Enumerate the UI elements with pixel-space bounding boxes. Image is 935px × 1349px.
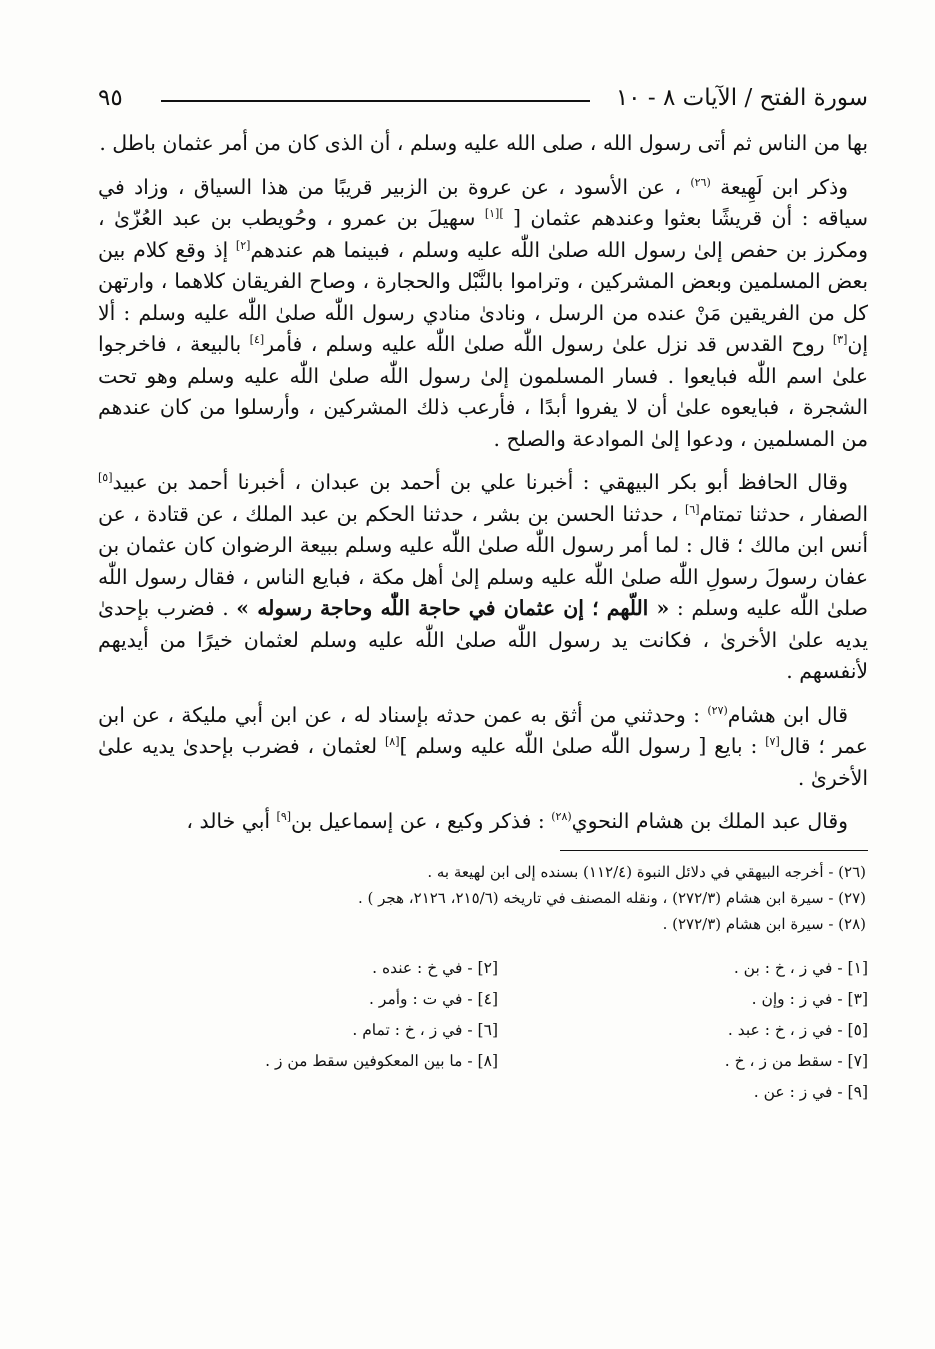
- text-run: أبي خالد ،: [186, 809, 277, 833]
- text-run: بها من الناس ثم أتى رسول الله ، صلى الله عليه وسلم ، أن الذى كان من أمر عثمان باطل .: [99, 131, 868, 155]
- variant-note: [١] - في ز ، خ : بن .: [733, 958, 868, 977]
- page-header: [98, 78, 868, 118]
- footnotes: [98, 859, 868, 937]
- text-run: وذكر ابن لَهِيعة: [710, 174, 848, 199]
- text-run: : فذكر وكيع ، عن إسماعيل بن: [291, 809, 552, 833]
- text-run: إذ وقع كلام بين بعض المسلمين وبعض المشركين ، وتراموا بالنَّبْل والحجارة ، وصاح الفريقان كلاهما ، وارتهن كل من الفريقين مَنْ عنده من الرسل ، ونادىٰ منادي رسول اللّٰه صلىٰ اللّٰه عليه وسلم : ألا إن: [98, 237, 868, 356]
- note-marker: (٢٦): [690, 175, 711, 189]
- footnote: (٢٧) - سيرة ابن هشام (٢٧٢/٣) ، ونقله المصنف في تاريخه (٢١٥/٦، ٢١٢٦، هجر ) .: [358, 888, 866, 907]
- text-run: ، حدثنا الحسن بن بشر ، حدثنا الحكم بن عبد الملك ، عن قتادة ، عن أنس ابن مالك ؛ قال : لما أمر رسول اللّٰه صلىٰ اللّٰه عليه وسلم ببيعة الرضوان كان عثمان بن عفان رسولَ رسولِ اللّٰه صلىٰ اللّٰه عليه وسلم إلىٰ أهل مكة ، فبايع الناس ، فقال رسول اللّٰه صلىٰ اللّٰه عليه وسلم :: [98, 501, 868, 620]
- header-rule: [161, 100, 590, 102]
- note-marker: [٤]: [249, 333, 265, 347]
- text-run: بالبيعة ، فاخرجوا علىٰ اسم اللّٰه فبايعوا . فسار المسلمون إلىٰ رسول اللّٰه صلىٰ اللّٰه عليه وسلم وهو تحت الشجرة ، فبايعوه علىٰ أن لا يفروا أبدًا ، فأرعب ذلك المشركين ، وأرسلوا من كان عندهم من المسلمين ، ودعوا إلىٰ الموادعة والصلح .: [98, 332, 868, 451]
- text-run: سهيلَ بن عمرو ، وحُويطب بن عبد العُزّىٰ ، ومكرز بن حفص إلىٰ رسول الله صلىٰ اللّٰه عليه وسلم ، فبينما هم عندهم: [98, 206, 868, 262]
- variant-note: [٥] - في ز ، خ : عبد .: [727, 1020, 868, 1039]
- hadith-quote: « اللّهم ؛ إن عثمان في حاجة اللّٰه وحاجة رسوله »: [236, 596, 670, 620]
- text-run: : بايع [ رسول اللّٰه صلىٰ اللّٰه عليه وسلم ]: [399, 734, 766, 758]
- text-run: روح القدس قد نزل علىٰ رسول اللّٰه صلىٰ اللّٰه عليه وسلم ، فأمر: [264, 332, 833, 356]
- text-run: وقال الحافظ أبو بكر البيهقي : أخبرنا علي بن أحمد بن عبدان ، أخبرنا أحمد بن عبيد: [112, 470, 848, 494]
- variant-note: [٩] - في ز : عن .: [753, 1082, 868, 1101]
- paragraph: [98, 806, 868, 838]
- note-marker: [٦]: [685, 502, 700, 516]
- variant-note: [٦] - في ز ، خ : تمام .: [352, 1020, 498, 1039]
- note-marker: ]: [499, 207, 504, 221]
- variant-note: [٢] - في خ : عنده .: [372, 958, 498, 977]
- footnote-separator: [560, 850, 868, 851]
- footnote: (٢٦) - أخرجه البيهقي في دلائل النبوة (١١٢/٤) بسنده إلى ابن لهيعة به .: [427, 862, 866, 881]
- text-run: : وحدثني من أثق به عمن حدثه بإسناد له ، عن ابن أبي مليكة ، عن ابن عمر ؛ قال: [98, 702, 868, 758]
- text-run: . فضرب بإحدىٰ يديه علىٰ الأخرىٰ ، فكانت يد رسول اللّٰه صلىٰ اللّٰه عليه وسلم لعثمان خيرًا من أيديهم لأنفسهم .: [98, 596, 868, 683]
- paragraph: [98, 172, 868, 456]
- note-marker: (٢٨): [551, 810, 572, 824]
- paragraph: [98, 467, 868, 688]
- note-marker: [٥]: [98, 471, 113, 485]
- text-run: قال ابن هشام: [727, 702, 848, 727]
- text-run: ، عن الأسود ، عن عروة بن الزبير قريبًا من هذا السياق ، وزاد في سياقه : أن قريشًا بعثوا وعندهم عثمان [: [98, 174, 868, 230]
- note-marker: [٢]: [235, 238, 251, 252]
- note-marker: [٨]: [384, 735, 400, 749]
- variant-note: [٤] - في ت : وأمر .: [369, 989, 498, 1008]
- book-page: [98, 78, 868, 1298]
- running-title: سورة الفتح / الآيات ٨ - ١٠: [615, 85, 868, 111]
- note-marker: [١]: [484, 207, 500, 221]
- main-text: [98, 128, 868, 838]
- note-marker: [٣]: [832, 333, 848, 347]
- variant-note: [٣] - في ز : وإن .: [751, 989, 868, 1008]
- note-marker: [٧]: [765, 735, 780, 749]
- text-run: وقال عبد الملك بن هشام النحوي: [571, 809, 848, 833]
- paragraph: [98, 128, 868, 160]
- variant-note: [٨] - ما بين المعكوفين سقط من ز .: [265, 1051, 498, 1070]
- note-marker: [٩]: [276, 810, 292, 824]
- page-number: ٩٥: [98, 85, 123, 111]
- variant-note: [٧] - سقط من ز ، خ .: [724, 1051, 868, 1070]
- paragraph: [98, 700, 868, 795]
- note-marker: (٢٧): [707, 703, 728, 717]
- variant-readings: [98, 953, 868, 1108]
- footnote: (٢٨) - سيرة ابن هشام (٢٧٢/٣) .: [662, 914, 866, 933]
- text-run: الصفار ، حدثنا تمتام: [699, 501, 868, 526]
- text-run: لعثمان ، فضرب بإحدىٰ يديه علىٰ الأخرىٰ .: [98, 734, 868, 790]
